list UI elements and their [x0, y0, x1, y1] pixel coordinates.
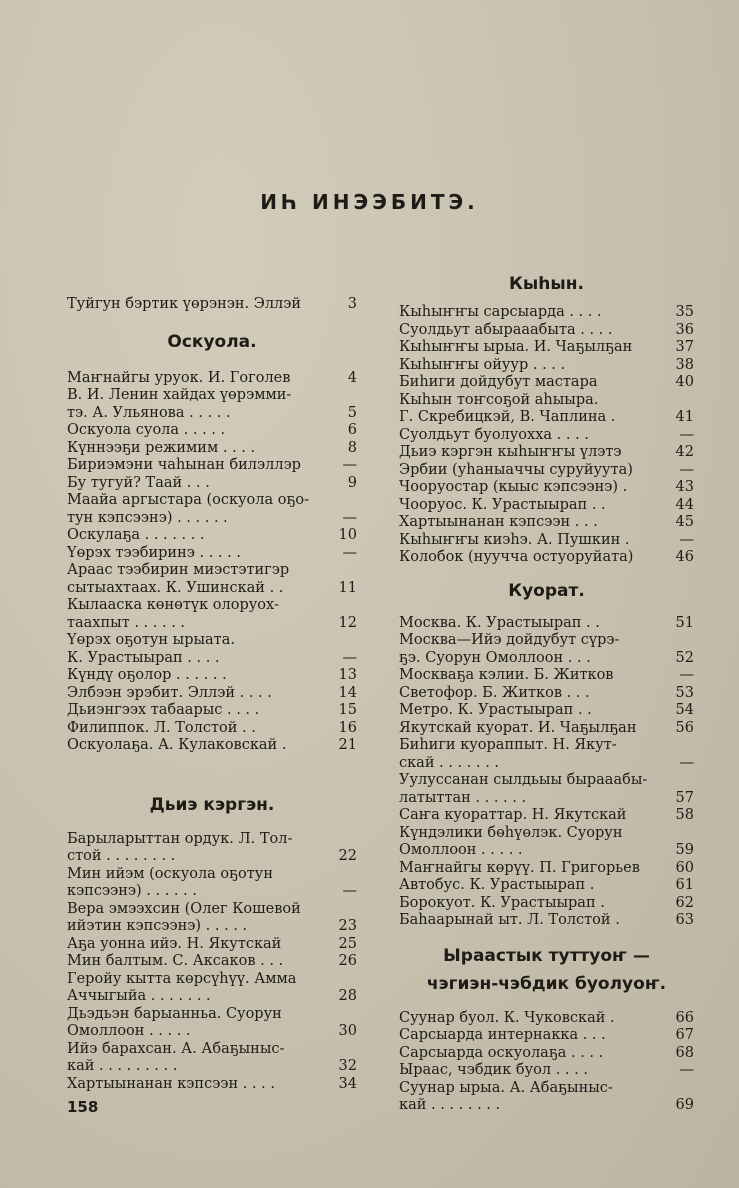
toc-entry-title: Хартыынанан кэпсээн . . . .	[67, 1075, 275, 1092]
toc-entry-title: Күннээҕи режимим . . . .	[67, 439, 256, 456]
toc-entry-title: Элбээн эрэбит. Эллэй . . . .	[67, 684, 272, 701]
toc-entry	[399, 685, 694, 703]
toc-entry	[67, 685, 357, 703]
toc-entry-page: 8	[347, 439, 357, 456]
toc-entry	[67, 370, 357, 388]
toc-entry-title: Мин балтым. С. Аксаков . . .	[67, 953, 284, 969]
toc-entry-page: 11	[338, 579, 357, 596]
toc-entry-page: —	[679, 754, 694, 771]
toc-entry-page: 53	[675, 684, 694, 701]
toc-entry-page: 34	[338, 1075, 357, 1092]
section-entries	[399, 1010, 694, 1115]
toc-entry-page: 14	[338, 684, 357, 701]
toc-entry-page: 26	[338, 953, 357, 969]
toc-entry	[67, 866, 357, 901]
toc-entry-page: —	[342, 544, 357, 561]
toc-entry-title: Ийэ барахсан. А. Абаҕыныс- кай . . . . . . . . .	[67, 1040, 285, 1074]
toc-entry-title: Үөрэх оҕотун ырыата. К. Урастыырап . . . .	[67, 632, 235, 666]
toc-entry	[399, 1010, 694, 1028]
toc-entry-title: Сарсыарда интернакка . . .	[399, 1027, 606, 1043]
toc-entry-page: 38	[675, 356, 694, 373]
toc-entry-page: 61	[675, 877, 694, 893]
section-entries	[399, 615, 694, 930]
toc-entry-title: Москваҕа кэлии. Б. Житков	[399, 667, 614, 683]
toc-entry-title: Кыһыҥҥы сарсыарда . . . .	[399, 304, 602, 320]
toc-entry-page: 21	[338, 737, 357, 753]
toc-entry	[67, 1076, 357, 1094]
toc-entry-title: Биһиги дойдубут мастара	[399, 374, 598, 390]
toc-entry-page: 12	[338, 614, 357, 631]
toc-entry-title: Туйгун бэртик үөрэнэн. Эллэй	[67, 296, 302, 312]
section-entries	[67, 831, 357, 1094]
toc-entry-page: 66	[675, 1009, 694, 1026]
toc-entry-page: 36	[675, 321, 694, 338]
toc-entry	[67, 953, 357, 971]
section-heading: Оскуола.	[167, 331, 257, 352]
toc-entry	[399, 357, 694, 375]
toc-entry	[399, 807, 694, 825]
toc-entry	[399, 667, 694, 685]
toc-entry-page: 28	[338, 988, 357, 1004]
toc-entry	[67, 702, 357, 720]
toc-entry	[399, 1062, 694, 1080]
toc-entry-page: —	[342, 883, 357, 899]
toc-entry-title: Геройу кытта көрсүһүү. Амма Аччыгыйа . . . . . . .	[67, 970, 297, 1004]
toc-entry	[67, 492, 357, 527]
toc-entry	[67, 387, 357, 422]
toc-entry-title: Оскуола суола . . . . .	[67, 422, 226, 438]
toc-entry-page: 35	[675, 304, 694, 320]
toc-entry-page: 54	[675, 702, 694, 718]
section-heading: Ыраастык туттуоҥ — чэгиэн-чэбдик буолуоҥ.	[426, 945, 667, 994]
toc-entry	[67, 901, 357, 936]
toc-entry-page: 25	[338, 935, 357, 952]
toc-entry-page: —	[342, 509, 357, 526]
toc-entry-title: Күндэлики бөһүөлэк. Суорун Омоллоон . . . . .	[399, 824, 623, 858]
toc-entry-page: —	[679, 667, 694, 683]
toc-entry-title: Автобус. К. Урастыырап .	[399, 877, 595, 893]
toc-entry-page: 42	[675, 444, 694, 460]
toc-entry	[399, 772, 694, 807]
toc-entry-page: 13	[338, 667, 357, 683]
toc-entry-page: 44	[675, 496, 694, 513]
toc-entry	[399, 1027, 694, 1045]
toc-entry-page: 23	[338, 918, 357, 934]
toc-entry	[399, 702, 694, 720]
toc-entry-title: Оскулаҕа . . . . . . .	[67, 527, 205, 543]
toc-entry-title: Уулуссанан сылдьыы бырааабы- латыттан . . . . . .	[399, 772, 648, 806]
toc-entry-page: 3	[347, 296, 357, 312]
toc-entry-page: 59	[675, 842, 694, 858]
toc-entry	[399, 444, 694, 462]
toc-entry	[399, 825, 694, 860]
section-entries	[67, 370, 357, 755]
toc-entry	[67, 545, 357, 563]
toc-entry-title: Араас тээбирин миэстэтигэр сытыахтаах. К. Ушинскай . .	[67, 562, 290, 596]
toc-entry	[399, 737, 694, 772]
toc-entry-title: Суунар буол. К. Чуковскай .	[399, 1009, 615, 1026]
toc-entry-page: 6	[347, 422, 357, 438]
toc-entry-title: Маҥнайгы уруок. И. Гоголев	[67, 369, 291, 386]
toc-entry-title: Биһиги куораппыт. Н. Якут- скай . . . . . . .	[399, 737, 617, 771]
toc-entry	[67, 936, 357, 954]
toc-entry	[67, 720, 357, 738]
toc-entry-title: Мин ийэм (оскуола оҕотун кэпсээнэ) . . . . . .	[67, 865, 273, 899]
toc-entry-page: 9	[347, 474, 357, 491]
toc-entry-title: Светофор. Б. Житков . . .	[399, 684, 590, 701]
toc-entry-page: —	[679, 426, 694, 443]
toc-entry-page: —	[679, 1062, 694, 1078]
toc-entry-title: Дьэдьэн барыанньа. Суорун Омоллоон . . . . .	[67, 1005, 282, 1039]
toc-entry	[399, 374, 694, 392]
toc-entry-title: Борокуот. К. Урастыырап .	[399, 894, 605, 911]
toc-entry-title: Чооруос. К. Урастыырап . .	[399, 496, 606, 513]
toc-entry-page: 45	[675, 514, 694, 530]
toc-entry-page: 56	[675, 719, 694, 736]
intro-entries	[67, 296, 357, 314]
right-column	[399, 274, 694, 1115]
toc-entry-page: 41	[675, 409, 694, 425]
toc-entry	[399, 615, 694, 633]
toc-entry	[67, 562, 357, 597]
toc-entry-title: Баһаарынай ыт. Л. Толстой .	[399, 912, 620, 928]
section-entries	[399, 304, 694, 567]
toc-entry-title: Дьиэ кэргэн кыһыҥҥы үлэтэ	[399, 444, 622, 460]
toc-entry-title: Кыһыҥҥы ойуур . . . .	[399, 356, 566, 373]
toc-entry-title: Суолдьут буолуохха . . . .	[399, 426, 589, 443]
toc-entry-title: Бу тугуй? Таай . . .	[67, 474, 210, 491]
toc-entry-page: 37	[675, 339, 694, 355]
toc-entry-page: 4	[347, 369, 357, 386]
toc-entry-title: Аҕа уонна ийэ. Н. Якутскай	[67, 935, 282, 952]
section-heading: Кыһын.	[509, 274, 584, 294]
toc-entry-page: 63	[675, 912, 694, 928]
toc-entry-title: Вера эмээхсин (Олег Кошевой ийэтин кэпсээнэ) . . . . .	[67, 900, 301, 934]
toc-entry	[399, 514, 694, 532]
toc-entry-title: Чооруостар (кыыс кэпсээнэ) .	[399, 479, 628, 495]
toc-entry-page: —	[342, 457, 357, 473]
toc-entry	[399, 860, 694, 878]
toc-entry-title: Үөрэх тээбиринэ . . . . .	[67, 544, 241, 561]
toc-entry-title: Саҥа куораттар. Н. Якутскай	[399, 807, 627, 823]
toc-entry-title: Кыһын тоҥсоҕой аһыыра. Г. Скребицкэй, В. Чаплина .	[399, 391, 616, 425]
toc-entry-title: Кыһыҥҥы ырыа. И. Чаҕылҕан	[399, 339, 633, 355]
toc-entry-title: Метро. К. Урастыырап . .	[399, 702, 592, 718]
toc-entry-page: 30	[338, 1023, 357, 1039]
toc-entry-title: Кылааска көнөтүк олоруох- таахпыт . . . . . .	[67, 597, 280, 631]
toc-entry	[399, 462, 694, 480]
toc-entry-title: Оскуолаҕа. А. Кулаковскай .	[67, 737, 287, 753]
toc-entry-title: Суолдьут абырааабыта . . . .	[399, 321, 613, 338]
toc-entry-page: —	[679, 461, 694, 478]
toc-entry-page: 69	[675, 1097, 694, 1113]
toc-entry-title: Ыраас, чэбдик буол . . . .	[399, 1062, 588, 1078]
toc-entry	[67, 597, 357, 632]
toc-entry	[399, 392, 694, 427]
toc-entry-page: —	[679, 531, 694, 548]
toc-entry	[67, 457, 357, 475]
page-title: ИҺ ИНЭЭБИТЭ.	[260, 190, 479, 214]
toc-entry-page: 46	[675, 549, 694, 565]
toc-entry-page: —	[342, 649, 357, 666]
toc-entry-page: 57	[675, 789, 694, 806]
toc-entry	[399, 632, 694, 667]
toc-entry	[399, 497, 694, 515]
toc-entry	[399, 339, 694, 357]
toc-entry-title: Бириэмэни чаһынан билэллэр	[67, 457, 301, 473]
toc-entry	[67, 831, 357, 866]
toc-entry-page: 67	[675, 1027, 694, 1043]
toc-entry-title: Сарсыарда оскуолаҕа . . . .	[399, 1044, 604, 1061]
toc-entry-page: 15	[338, 702, 357, 718]
toc-entry	[399, 322, 694, 340]
toc-entry	[67, 440, 357, 458]
toc-entry-page: 22	[338, 848, 357, 864]
toc-entry-title: Дьиэнгээх табаарыс . . . .	[67, 702, 260, 718]
toc-entry	[67, 667, 357, 685]
left-column	[67, 296, 357, 1093]
toc-entry-title: Филиппок. Л. Толстой . .	[67, 719, 256, 736]
toc-entry-page: 40	[675, 374, 694, 390]
toc-entry	[67, 527, 357, 545]
toc-entry-title: Маҥнайгы көрүү. П. Григорьев	[399, 859, 640, 876]
toc-entry-title: Маайа аргыстара (оскуола оҕо- тун кэпсээнэ) . . . . . .	[67, 492, 309, 526]
toc-entry-title: Суунар ырыа. А. Абаҕыныс- кай . . . . . . . .	[399, 1079, 613, 1113]
section-heading: Куорат.	[508, 580, 585, 601]
toc-entry	[67, 1006, 357, 1041]
toc-entry-title: Эрбии (уһаныаччы суруйуута)	[399, 461, 633, 478]
toc-entry	[399, 895, 694, 913]
toc-entry	[399, 304, 694, 322]
toc-entry	[399, 1080, 694, 1115]
toc-entry-title: Колобок (нуучча остуоруйата)	[399, 549, 634, 565]
toc-entry-title: Барыларыттан ордук. Л. Тол- стой . . . . . . . .	[67, 830, 293, 864]
toc-entry-title: Москва—Ийэ дойдубут сүрэ- ҕэ. Суорун Омоллоон . . .	[399, 632, 620, 666]
toc-entry	[399, 1045, 694, 1063]
toc-entry	[399, 479, 694, 497]
toc-entry	[67, 632, 357, 667]
toc-entry-page: 10	[338, 527, 357, 543]
toc-entry-page: 32	[338, 1058, 357, 1074]
toc-entry-page: 16	[338, 719, 357, 736]
toc-entry	[67, 422, 357, 440]
toc-entry-page: 58	[675, 807, 694, 823]
toc-entry-page: 5	[347, 404, 357, 421]
toc-entry	[67, 296, 357, 314]
toc-entry-title: Кыһыҥҥы киэһэ. А. Пушкин .	[399, 531, 630, 548]
toc-entry	[399, 877, 694, 895]
toc-entry	[399, 720, 694, 738]
toc-entry-page: 60	[675, 859, 694, 876]
toc-entry	[399, 532, 694, 550]
page-number: 158	[67, 1098, 99, 1116]
toc-entry-page: 68	[675, 1044, 694, 1061]
toc-entry-title: Якутскай куорат. И. Чаҕылҕан	[399, 719, 637, 736]
toc-entry-title: Күндү оҕолор . . . . . .	[67, 667, 227, 683]
left-sections	[67, 332, 357, 1094]
section-heading: Дьиэ кэргэн.	[149, 794, 275, 815]
toc-entry	[399, 912, 694, 930]
toc-entry	[67, 737, 357, 755]
toc-entry	[399, 549, 694, 567]
right-sections	[399, 274, 694, 1115]
toc-entry	[67, 971, 357, 1006]
toc-entry	[67, 475, 357, 493]
toc-entry-page: 51	[675, 614, 694, 631]
toc-entry-title: Москва. К. Урастыырап . .	[399, 614, 600, 631]
toc-entry-page: 62	[675, 894, 694, 911]
toc-entry	[399, 427, 694, 445]
toc-entry	[67, 1041, 357, 1076]
toc-entry-title: Хартыынанан кэпсээн . . .	[399, 514, 598, 530]
toc-entry-page: 52	[675, 649, 694, 666]
toc-entry-page: 43	[675, 479, 694, 495]
toc-entry-title: В. И. Ленин хайдах үөрэмми- тэ. А. Ульянова . . . . .	[67, 387, 292, 421]
